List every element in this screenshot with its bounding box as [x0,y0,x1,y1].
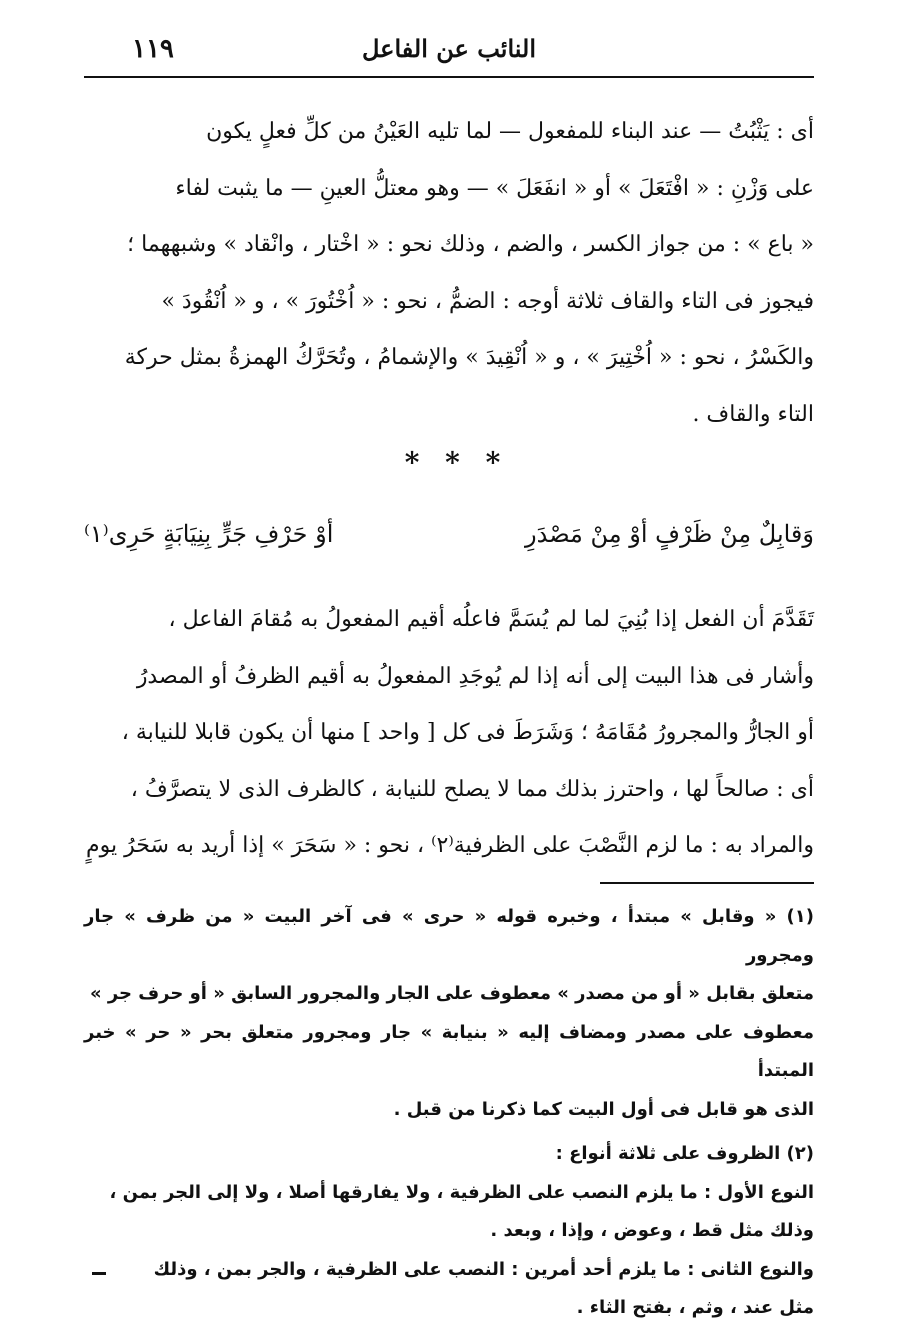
text-line: أى : يَثْبُتُ — عند البناء للمفعول — لما تليه العَيْنُ من كلِّ فعلٍ يكون [206,119,814,144]
text-line: على وَزْنِ : « افْتَعَلَ » أو « انفَعَلَ » — وهو معتلُّ العينِ — ما يثبت لفاء [175,175,814,201]
page-header [84,28,814,76]
footnote-line: (٢) الظروف على ثلاثة أنواع : [555,1143,814,1164]
footnote-line: الذى هو قابل فى أول البيت كما ذكرنا من قبل . [393,1098,814,1120]
commentary-paragraph-1 [84,104,814,443]
header-rule [84,76,814,78]
text-line: والكَسْرُ ، نحو : « اُخْتِيرَ » ، و « اُنْقِيدَ » والإشمامُ ، وتُحَرَّكُ الهمزةُ بمثل حركة [124,345,814,370]
footnote-line: متعلق بقابل « أو من مصدر » معطوف على الجار والمجرور السابق « أو حرف جر » [89,983,814,1004]
commentary-paragraph-2 [84,592,814,875]
text-line: وأشار فى هذا البيت إلى أنه إذا لم يُوجَدِ المفعولُ به أقيم الظرفُ أو المصدرُ [136,663,814,689]
footnote-line: وذلك مثل قط ، وعوض ، وإذا ، وبعد . [490,1220,814,1241]
poem-verse [84,520,814,570]
running-title: النائب عن الفاعل [361,34,536,63]
text-line: أى : صالحاً لها ، واحترز بذلك مما لا يصلح للنيابة ، كالظرف الذى لا يتصرَّفُ ، [130,776,814,802]
text-line: فيجوز فى التاء والقاف ثلاثة أوجه : الضمُّ ، نحو : « اُخْتُورَ » ، و « اُنْقُودَ » [161,288,814,314]
footnote-2 [84,1135,814,1328]
page-marker [92,1272,106,1275]
footnote-1 [84,898,814,1129]
footnote-line: معطوف على مصدر ومضاف إليه « بنيابة » جار ومجرور متعلق بحر « حر » خبر المبتدأ [84,1021,814,1081]
footnotes [84,898,814,1328]
footnote-line: مثل عند ، وثم ، بفتح الثاء . [576,1297,814,1318]
text-line: والمراد به : ما لزم النَّصْبَ على الظرفية⁽٢⁾ ، نحو : « سَحَرَ » إذا أريد به سَحَرُ يومٍ [86,833,814,858]
text-line: تَقَدَّمَ أن الفعل إذا بُنِيَ لما لم يُسَمَّ فاعلُه أقيم المفعولُ به مُقامَ الفاعل ، [168,607,814,632]
verse-first-hemistich: وَقابِلٌ مِنْ ظَرْفٍ أوْ مِنْ مَصْدَرِ [525,520,814,548]
footnote-line: (١) « وقابل » مبتدأ ، وخبره قوله « حرى » فى آخر البيت « من ظرف » جار ومجرور [84,906,814,966]
page-number: ١١٩ [132,34,174,64]
section-separator: * * * [404,446,509,479]
footnote-rule [600,882,814,884]
footnote-line: النوع الأول : ما يلزم النصب على الظرفية ، ولا يفارقها أصلا ، ولا إلى الجر بمن ، [109,1181,814,1203]
text-line: « باع » : من جواز الكسر ، والضم ، وذلك نحو : « اخْتار ، وانْقاد » وشبههما ؛ [127,232,814,257]
footnote-line: والنوع الثانى : ما يلزم أحد أمرين : النصب على الظرفية ، والجر بمن ، وذلك [153,1258,814,1280]
text-line: التاء والقاف . [692,401,814,427]
text-line: أو الجارُّ والمجرورُ مُقَامَهُ ؛ وَشَرَطَ فى كل [ واحد ] منها أن يكون قابلا للنيابة ، [121,720,814,745]
verse-second-hemistich: أوْ حَرْفِ جَرٍّ بِنِيَابَةٍ حَرِى⁽١⁾ [84,520,334,548]
